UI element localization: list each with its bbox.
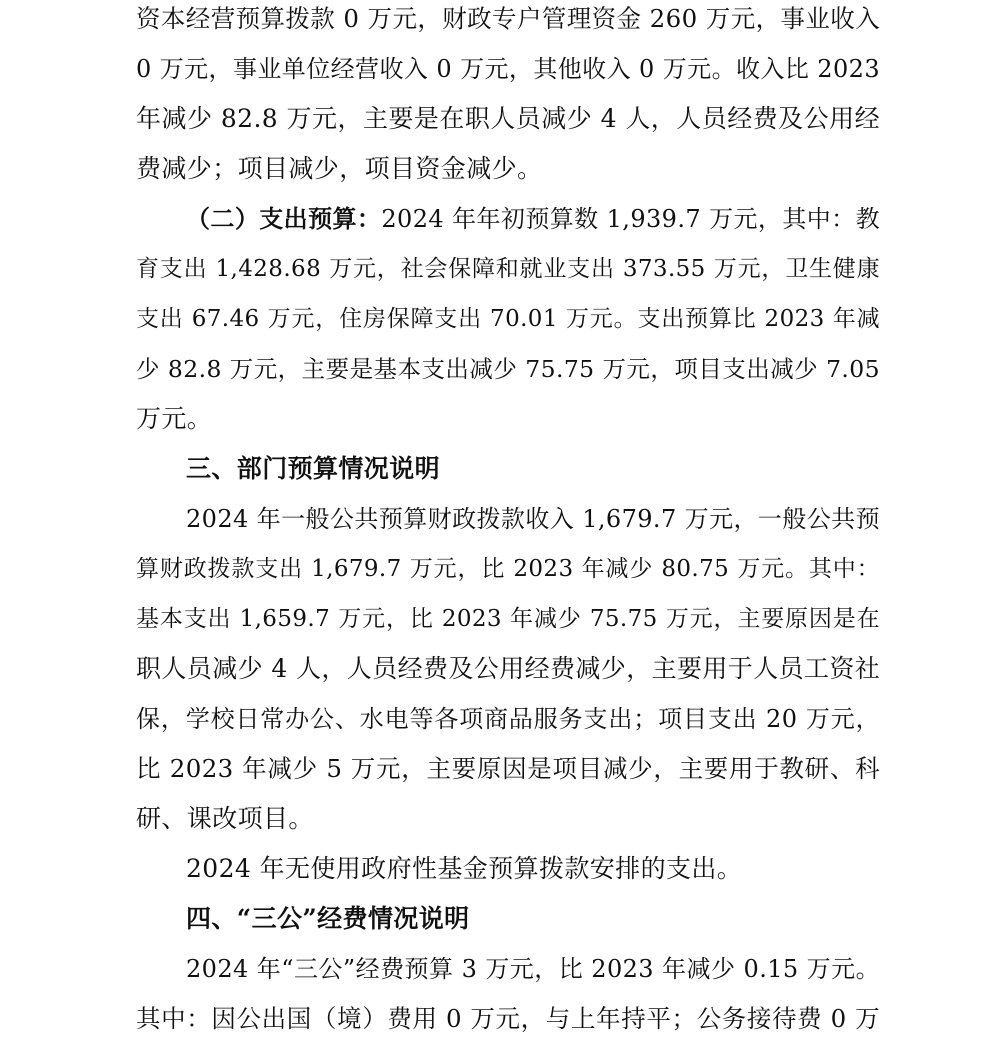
text-line: 少 82.8 万元，主要是基本支出减少 75.75 万元，项目支出减少 7.05 [136, 355, 880, 383]
text-line: 基本支出 1,659.7 万元，比 2023 年减少 75.75 万元，主要原因是在 [136, 606, 880, 632]
text-line: 研、课改项目。 [136, 804, 314, 833]
text-line: 年减少 82.8 万元，主要是在职人员减少 4 人，人员经费及公用经 [136, 104, 880, 133]
section-subheading: （二）支出预算： [186, 204, 382, 233]
text-line: 万元。 [136, 404, 213, 433]
text-span: 2024 年年初预算数 1,939.7 万元，其中：教 [381, 205, 881, 233]
text-line: 2024 年无使用政府性基金预算拨款安排的支出。 [186, 854, 743, 883]
text-line: 资本经营预算拨款 0 万元，财政专户管理资金 260 万元，事业收入 [136, 4, 881, 33]
text-line: 2024 年“三公”经费预算 3 万元，比 2023 年减少 0.15 万元。 [186, 955, 880, 983]
text-line: 支出 67.46 万元，住房保障支出 70.01 万元。支出预算比 2023 年减 [136, 306, 880, 332]
text-line: 算财政拨款支出 1,679.7 万元，比 2023 年减少 80.75 万元。其中： [136, 556, 880, 582]
text-line: 0 万元，事业单位经营收入 0 万元，其他收入 0 万元。收入比 2023 [136, 55, 880, 83]
text-line: 职人员减少 4 人，人员经费及公用经费减少，主要用于人员工资社 [136, 654, 881, 683]
paragraph-first-line [186, 202, 880, 236]
text-line: 育支出 1,428.68 万元，社会保障和就业支出 373.55 万元，卫生健康 [136, 256, 880, 282]
text-line: 2024 年一般公共预算财政拨款收入 1,679.7 万元，一般公共预 [186, 505, 880, 533]
section-heading: 四、“三公”经费情况说明 [186, 904, 470, 933]
section-heading: 三、部门预算情况说明 [186, 454, 441, 483]
text-line: 费减少；项目减少，项目资金减少。 [136, 154, 543, 183]
text-line: 比 2023 年减少 5 万元，主要原因是项目减少，主要用于教研、科 [136, 754, 880, 783]
text-line: 保，学校日常办公、水电等各项商品服务支出；项目支出 20 万元， [136, 705, 880, 733]
text-line: 其中：因公出国（境）费用 0 万元，与上年持平；公务接待费 0 万 [136, 1004, 880, 1033]
